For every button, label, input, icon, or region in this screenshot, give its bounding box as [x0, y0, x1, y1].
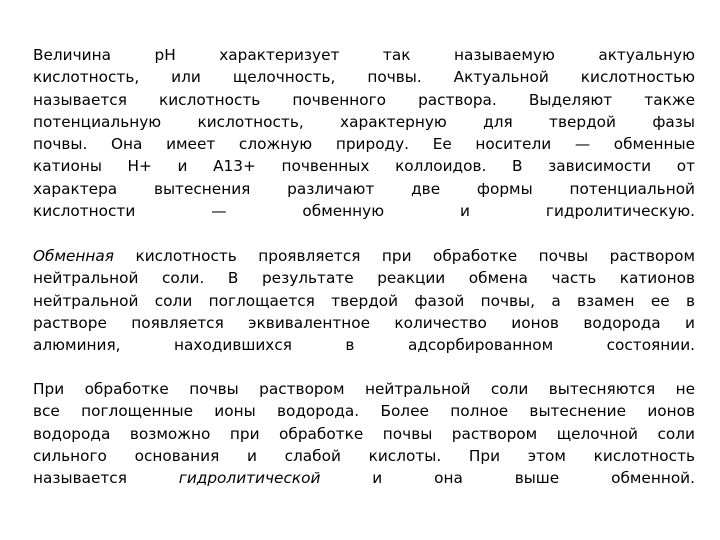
text-line: нейтральной соли. В результате реакции обмена часть катионов	[33, 269, 695, 288]
text-line: кислотности — обменную и гидролитическую.	[33, 202, 695, 221]
text-line: потенциальную кислотность, характерную для твердой фазы	[33, 112, 695, 131]
text-line: почвы. Она имеет сложную природу. Ее носители — обменные	[33, 135, 695, 154]
text-fragment: называется	[33, 469, 179, 488]
paragraph-hydrolytic-acidity	[33, 378, 695, 489]
text-line: кислотность, или щелочность, почвы. Актуальной кислотностью	[33, 68, 695, 87]
text-fragment: и она выше обменной.	[320, 469, 695, 488]
text-line: нейтральной соли поглощается твердой фазой почвы, а взамен ее в	[33, 291, 695, 310]
text-line: При обработке почвы раствором нейтральной соли вытесняются не	[33, 380, 695, 398]
text-line: все поглощенные ионы водорода. Более полное вытеснение ионов	[33, 402, 695, 421]
text-line: водорода возможно при обработке почвы раствором щелочной соли	[33, 424, 695, 443]
text-line: характера вытеснения различают две формы потенциальной	[33, 179, 695, 198]
term-exchange: Обменная	[33, 247, 115, 265]
text-line: растворе появляется эквивалентное количество ионов водорода и	[33, 313, 695, 332]
text-line: Величина рН характеризует так называемую актуальную	[33, 46, 695, 64]
text-line: катионы Н+ и А13+ почвенных коллоидов. В зависимости от	[33, 157, 695, 176]
text-line: называется кислотность почвенного раствора. Выделяют также	[33, 90, 695, 109]
text-line: сильного основания и слабой кислоты. При этом кислотность	[33, 446, 695, 465]
paragraph-exchange-acidity	[33, 245, 695, 356]
text-fragment: кислотность проявляется при обработке почвы раствором	[114, 247, 695, 265]
paragraph-potential-acidity	[33, 44, 695, 222]
text-line: алюминия, находившихся в адсорбированном состоянии.	[33, 336, 695, 355]
term-hydrolytic: гидролитической	[178, 469, 321, 488]
text-line	[33, 467, 695, 489]
text-line	[33, 245, 695, 267]
